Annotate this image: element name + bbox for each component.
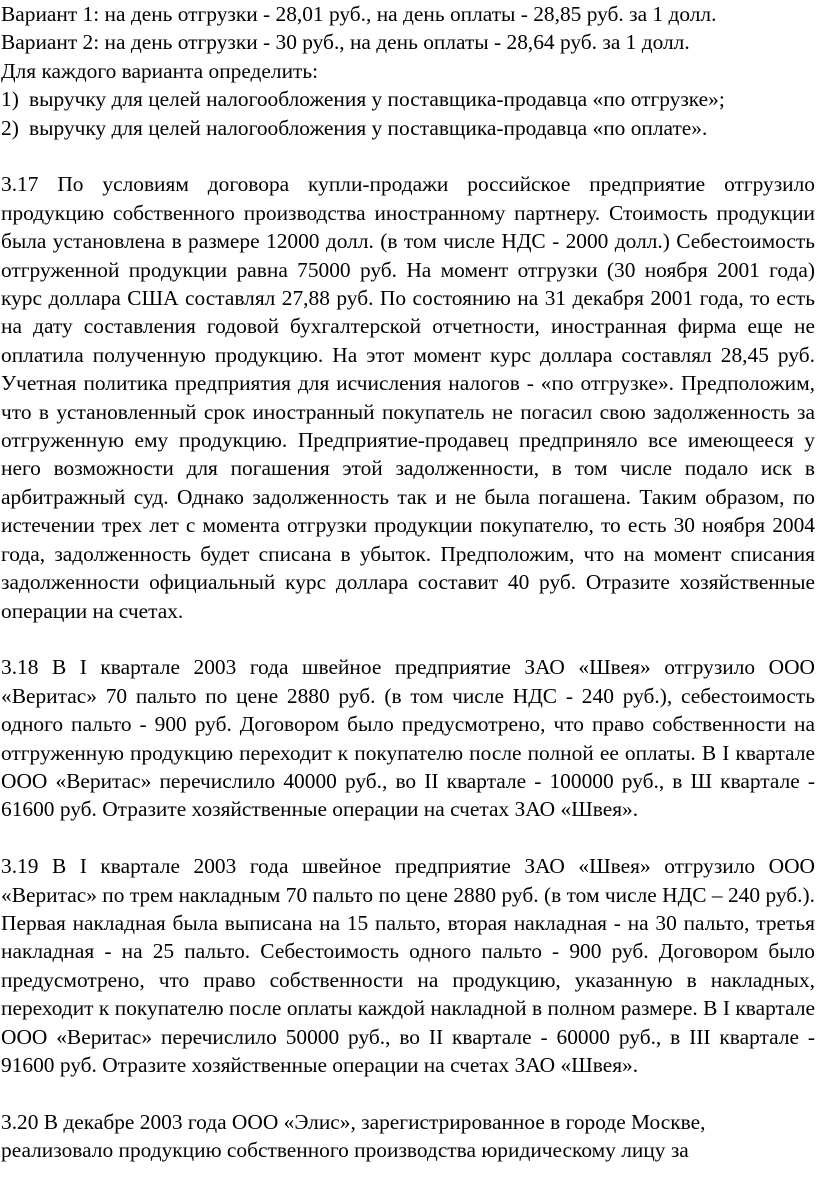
list-item-number: 2) <box>1 115 19 140</box>
task-line: Для каждого варианта определить: <box>1 58 319 83</box>
variant-2-line: Вариант 2: на день отгрузки - 30 руб., на день оплаты - 28,64 руб. за 1 долл. <box>1 30 690 55</box>
problem-3-19: 3.19 В I квартале 2003 года швейное предприятие ЗАО «Швея» отгрузило ООО «Веритас» по трем накладным 70 пальто по цене 2880 руб. (в том числе НДС – 240 руб.). Первая накладная была выписана на 15 пальто, вторая накладная - на 30 пальто, третья накладная - на 25 пальто. Себестоимость одного пальто - 900 руб. Договором было предусмотрено, что право собственности на продукцию, указанную в накладных, переходит к покупателю после оплаты каждой накладной в полном размере. В I квартале ООО «Веритас» перечислило 50000 руб., во II квартале - 60000 руб., в III квартале - 91600 руб. Отразите хозяйственные операции на счетах ЗАО «Швея». <box>1 854 815 1077</box>
list-item <box>1 85 815 113</box>
list-item <box>1 114 815 142</box>
paragraph-gap <box>1 1079 815 1107</box>
list-item-text: выручку для целей налогообложения у поставщика-продавца «по оплате». <box>29 115 708 140</box>
list-item-text: выручку для целей налогообложения у поставщика-продавца «по отгрузке»; <box>29 87 725 112</box>
variant-1-line: Вариант 1: на день отгрузки - 28,01 руб., на день оплаты - 28,85 руб. за 1 долл. <box>1 2 717 26</box>
paragraph-gap <box>1 142 815 170</box>
problem-3-18: 3.18 В I квартале 2003 года швейное предприятие ЗАО «Швея» отгрузило ООО «Веритас» 70 пальто по цене 2880 руб. (в том числе НДС - 240 руб.), себестоимость одного пальто - 900 руб. Договором было предусмотрено, что право собственности на отгруженную продукцию переходит к покупателю после полной ее оплаты. В I квартале ООО «Веритас» перечислило 40000 руб., во II квартале - 100000 руб., в Ш квартале - 61600 руб. Отразите хозяйственные операции на счетах ЗАО «Швея». <box>1 655 815 822</box>
list-item-number: 1) <box>1 87 19 112</box>
paragraph-gap <box>1 625 815 653</box>
problem-3-17: 3.17 По условиям договора купли-продажи российское предприятие отгрузило продукцию собственного производства иностранному партнеру. Стоимость продукции была установлена в размере 12000 долл. (в том числе НДС - 2000 долл.) Себестоимость отгруженной продукции равна 75000 руб. На момент отгрузки (30 ноября 2001 года) курс доллара США составлял 27,88 руб. По состоянию на 31 декабря 2001 года, то есть на дату составления годовой бухгалтерской отчетности, иностранная фирма еще не оплатила полученную продукцию. На этот момент курс доллара составлял 28,45 руб. Учетная политика предприятия для исчисления налогов - «по отгрузке». Предположим, что в установленный срок иностранный покупатель не погасил свою задолженность за отгруженную ему продукцию. Предприятие-продавец предприняло все имеющееся у него возможности для погашения этой задолженности, в том числе подало иск в арбитражный суд. Однако задолженность так и не была погашена. Таким образом, по истечении трех лет с момента отгрузки продукции покупателю, то есть 30 ноября 2004 года, задолженность будет списана в убыток. Предположим, что на момент списания задолженности официальный курс доллара составит 40 руб. Отразите хозяйственные операции на счетах. <box>1 172 815 623</box>
problem-3-20-line-1: 3.20 В декабре 2003 года ООО «Элис», зарегистрированное в городе Москве, <box>1 1109 706 1134</box>
problem-3-20-line-2: реализовало продукцию собственного производства юридическому лицу за <box>1 1138 689 1163</box>
paragraph-gap <box>1 824 815 852</box>
